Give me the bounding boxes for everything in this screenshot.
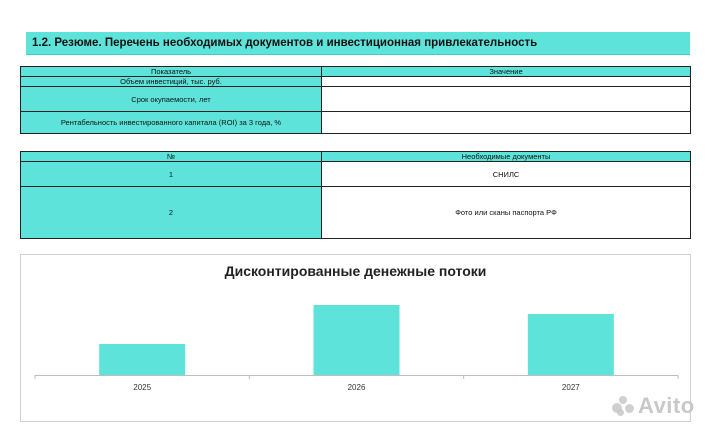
header-indicator: Показатель bbox=[21, 67, 322, 77]
table-row bbox=[21, 187, 691, 239]
table-row bbox=[21, 77, 691, 87]
document-number: 1 bbox=[21, 162, 322, 187]
indicator-label: Рентабельность инвестированного капитала (ROI) за 3 года, % bbox=[21, 112, 322, 134]
x-tick-label: 2026 bbox=[347, 383, 366, 392]
avito-logo-text: Avito bbox=[638, 393, 695, 418]
indicator-value bbox=[322, 112, 691, 134]
x-tick-label: 2025 bbox=[133, 383, 152, 392]
table-row bbox=[21, 162, 691, 187]
x-tick-label: 2027 bbox=[561, 383, 580, 392]
chart-title: Дисконтированные денежные потоки bbox=[224, 263, 487, 279]
avito-logo-icon bbox=[612, 395, 634, 417]
bar-2025 bbox=[99, 344, 185, 375]
chart-frame bbox=[20, 254, 691, 422]
section-title: 1.2. Резюме. Перечень необходимых документов и инвестиционная привлекательность bbox=[26, 32, 690, 55]
avito-watermark bbox=[612, 390, 712, 422]
indicator-value bbox=[322, 77, 691, 87]
header-documents: Необходимые документы bbox=[322, 152, 691, 162]
indicator-label: Срок окупаемости, лет bbox=[21, 87, 322, 112]
header-value: Значение bbox=[322, 67, 691, 77]
table-row bbox=[21, 87, 691, 112]
bar-2027 bbox=[528, 314, 614, 375]
table-header-row bbox=[21, 152, 691, 162]
indicator-label: Объем инвестиций, тыс. руб. bbox=[21, 77, 322, 87]
indicators-table bbox=[20, 66, 691, 134]
documents-table bbox=[20, 151, 691, 239]
bar-2026 bbox=[314, 305, 400, 375]
document-name: СНИЛС bbox=[322, 162, 691, 187]
table-header-row bbox=[21, 67, 691, 77]
document-name: Фото или сканы паспорта РФ bbox=[322, 187, 691, 239]
bar-chart bbox=[21, 255, 692, 423]
document-number: 2 bbox=[21, 187, 322, 239]
table-row bbox=[21, 112, 691, 134]
indicator-value bbox=[322, 87, 691, 112]
header-number: № bbox=[21, 152, 322, 162]
